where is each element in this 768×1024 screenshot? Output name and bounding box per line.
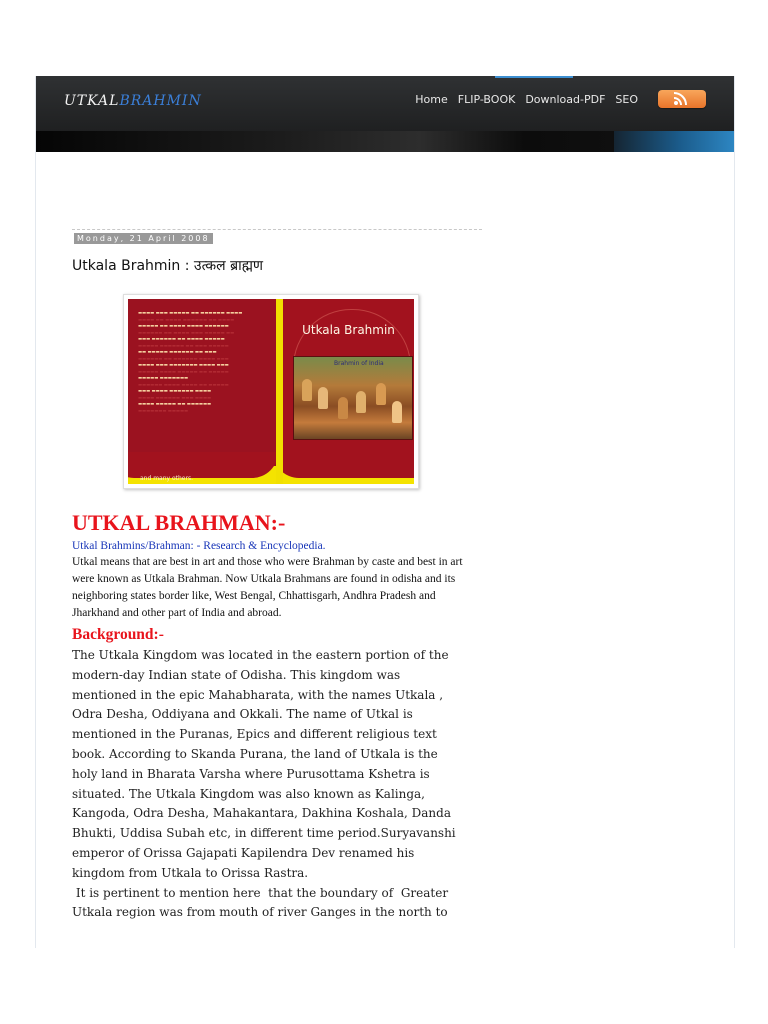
logo-part-utkal: UTKAL bbox=[64, 93, 120, 109]
nav-flip-book[interactable]: FLIP-BOOK bbox=[457, 92, 516, 106]
blog-post bbox=[72, 226, 482, 923]
date-header bbox=[72, 229, 482, 244]
nav-home[interactable]: Home bbox=[415, 92, 448, 106]
article-heading: UTKAL BRAHMAN:- bbox=[72, 510, 286, 535]
main-nav bbox=[415, 90, 706, 108]
article-subtitle-link[interactable]: Utkal Brahmins/Brahman: - Research & Encyclopedia. bbox=[72, 540, 326, 552]
book-back-cover bbox=[128, 299, 276, 484]
illustration-figure bbox=[376, 383, 386, 405]
illustration-figure bbox=[302, 379, 312, 401]
illustration-figure bbox=[318, 387, 328, 409]
illustration-figure bbox=[338, 397, 348, 419]
banner-blue-strip bbox=[614, 131, 734, 152]
background-paragraph: The Utkala Kingdom was located in the eastern portion of the modern-day Indian state of Odisha. This kingdom was mentioned in the epic Mahabharata, with the names Utkala , Odra Desha, Oddiyana and Okkali. The name of Utkal is mentioned in the Puranas, Epics and different religious text book. According to Skanda Purana, the land of Utkala is the holy land in Bharata Varsha where Purusottama Kshetra is situated. The Utkala Kingdom was also known as Kalinga, Kangoda, Odra Desha, Mahakantara, Dakhina Koshala, Danda Bhukti, Uddisa Subah etc, in different time period.Suryavanshi emperor of Orissa Gajapati Kapilendra Dev renamed his kingdom from Utkala to Orissa Rastra. bbox=[72, 648, 456, 880]
front-cover-arc bbox=[283, 452, 414, 478]
back-cover-closing-text: and many others. bbox=[140, 475, 193, 482]
illustration-figure bbox=[392, 401, 402, 423]
logo-part-brahmin: BRAHMIN bbox=[119, 93, 202, 109]
book-cover-illustration bbox=[293, 356, 413, 440]
header-banner bbox=[36, 131, 734, 152]
book-spine bbox=[276, 299, 283, 484]
book-cover-spread bbox=[128, 299, 414, 484]
book-front-cover bbox=[283, 299, 414, 484]
illustration-caption: Brahmin of India bbox=[334, 360, 384, 367]
post-date: Monday, 21 April 2008 bbox=[74, 233, 213, 244]
back-cover-text: ▬▬▬▬ ▬▬▬ ▬▬▬▬▬ ▬▬ ▬▬▬▬▬▬ ▬▬▬▬ ▬▬▬▬ ▬▬ ▬▬▬▬ ▬▬▬▬▬▬ ▬▬ ▬▬▬▬ ▬▬▬▬▬ ▬▬ ▬▬▬▬ ▬▬▬▬ ▬▬▬▬▬▬ ▬▬▬▬▬▬ ▬▬ ▬▬▬▬ ▬▬▬ ▬▬▬▬▬ ▬▬ ▬▬▬ ▬▬▬▬▬▬ ▬▬ ▬▬▬▬ ▬▬▬▬▬ ▬▬▬▬▬ ▬▬▬▬▬▬ ▬▬ ▬▬▬ ▬▬▬▬▬ ▬▬ ▬▬▬▬▬ ▬▬▬▬▬▬ ▬▬ ▬▬▬ ▬▬▬▬▬▬ ▬▬ ▬▬▬▬▬▬ ▬▬▬▬ ▬▬▬ ▬▬▬▬ ▬▬▬ ▬▬▬▬▬▬▬ ▬▬▬▬ ▬▬▬ ▬▬▬▬▬ ▬▬▬▬ ▬▬▬▬▬ ▬▬ ▬▬▬▬▬ ▬▬▬▬▬ ▬▬▬▬▬▬▬ ▬▬▬▬▬▬ ▬▬▬▬ ▬▬▬▬ ▬▬ ▬▬▬▬▬ ▬▬▬ ▬▬▬▬ ▬▬▬▬▬▬ ▬▬▬▬ ▬▬▬▬ ▬▬▬▬▬▬ ▬▬▬ ▬▬▬▬ ▬▬▬▬ ▬▬▬▬▬ ▬▬ ▬▬▬▬▬▬ ▬▬▬▬▬▬▬ ▬▬▬▬▬ bbox=[138, 311, 243, 414]
book-title: Utkala Brahmin bbox=[302, 323, 395, 337]
rss-feed-icon[interactable] bbox=[658, 90, 706, 108]
intro-paragraph: Utkal means that are best in art and those who were Brahman by caste and best in art were known as Utkala Brahman. Now Utkala Brahmans are found in odisha and its neighboring states border like, West Bengal, Chhattisgarh, Andhra Pradesh and Jharkhand and other part of India and abroad. bbox=[72, 556, 463, 619]
illustration-figure bbox=[356, 391, 366, 413]
header-accent-bar bbox=[495, 76, 573, 78]
nav-seo[interactable]: SEO bbox=[615, 92, 638, 106]
background-heading: Background:- bbox=[72, 626, 164, 643]
book-cover-image[interactable] bbox=[123, 294, 419, 489]
site-logo[interactable] bbox=[64, 93, 202, 109]
post-title[interactable]: Utkala Brahmin : उत्कल ब्राह्मण bbox=[72, 258, 264, 274]
nav-download-pdf[interactable]: Download-PDF bbox=[525, 92, 606, 106]
boundary-paragraph: It is pertinent to mention here that the boundary of Greater Utkala region was from mouth of river Ganges in the north to bbox=[72, 885, 452, 920]
site-header bbox=[36, 76, 734, 131]
